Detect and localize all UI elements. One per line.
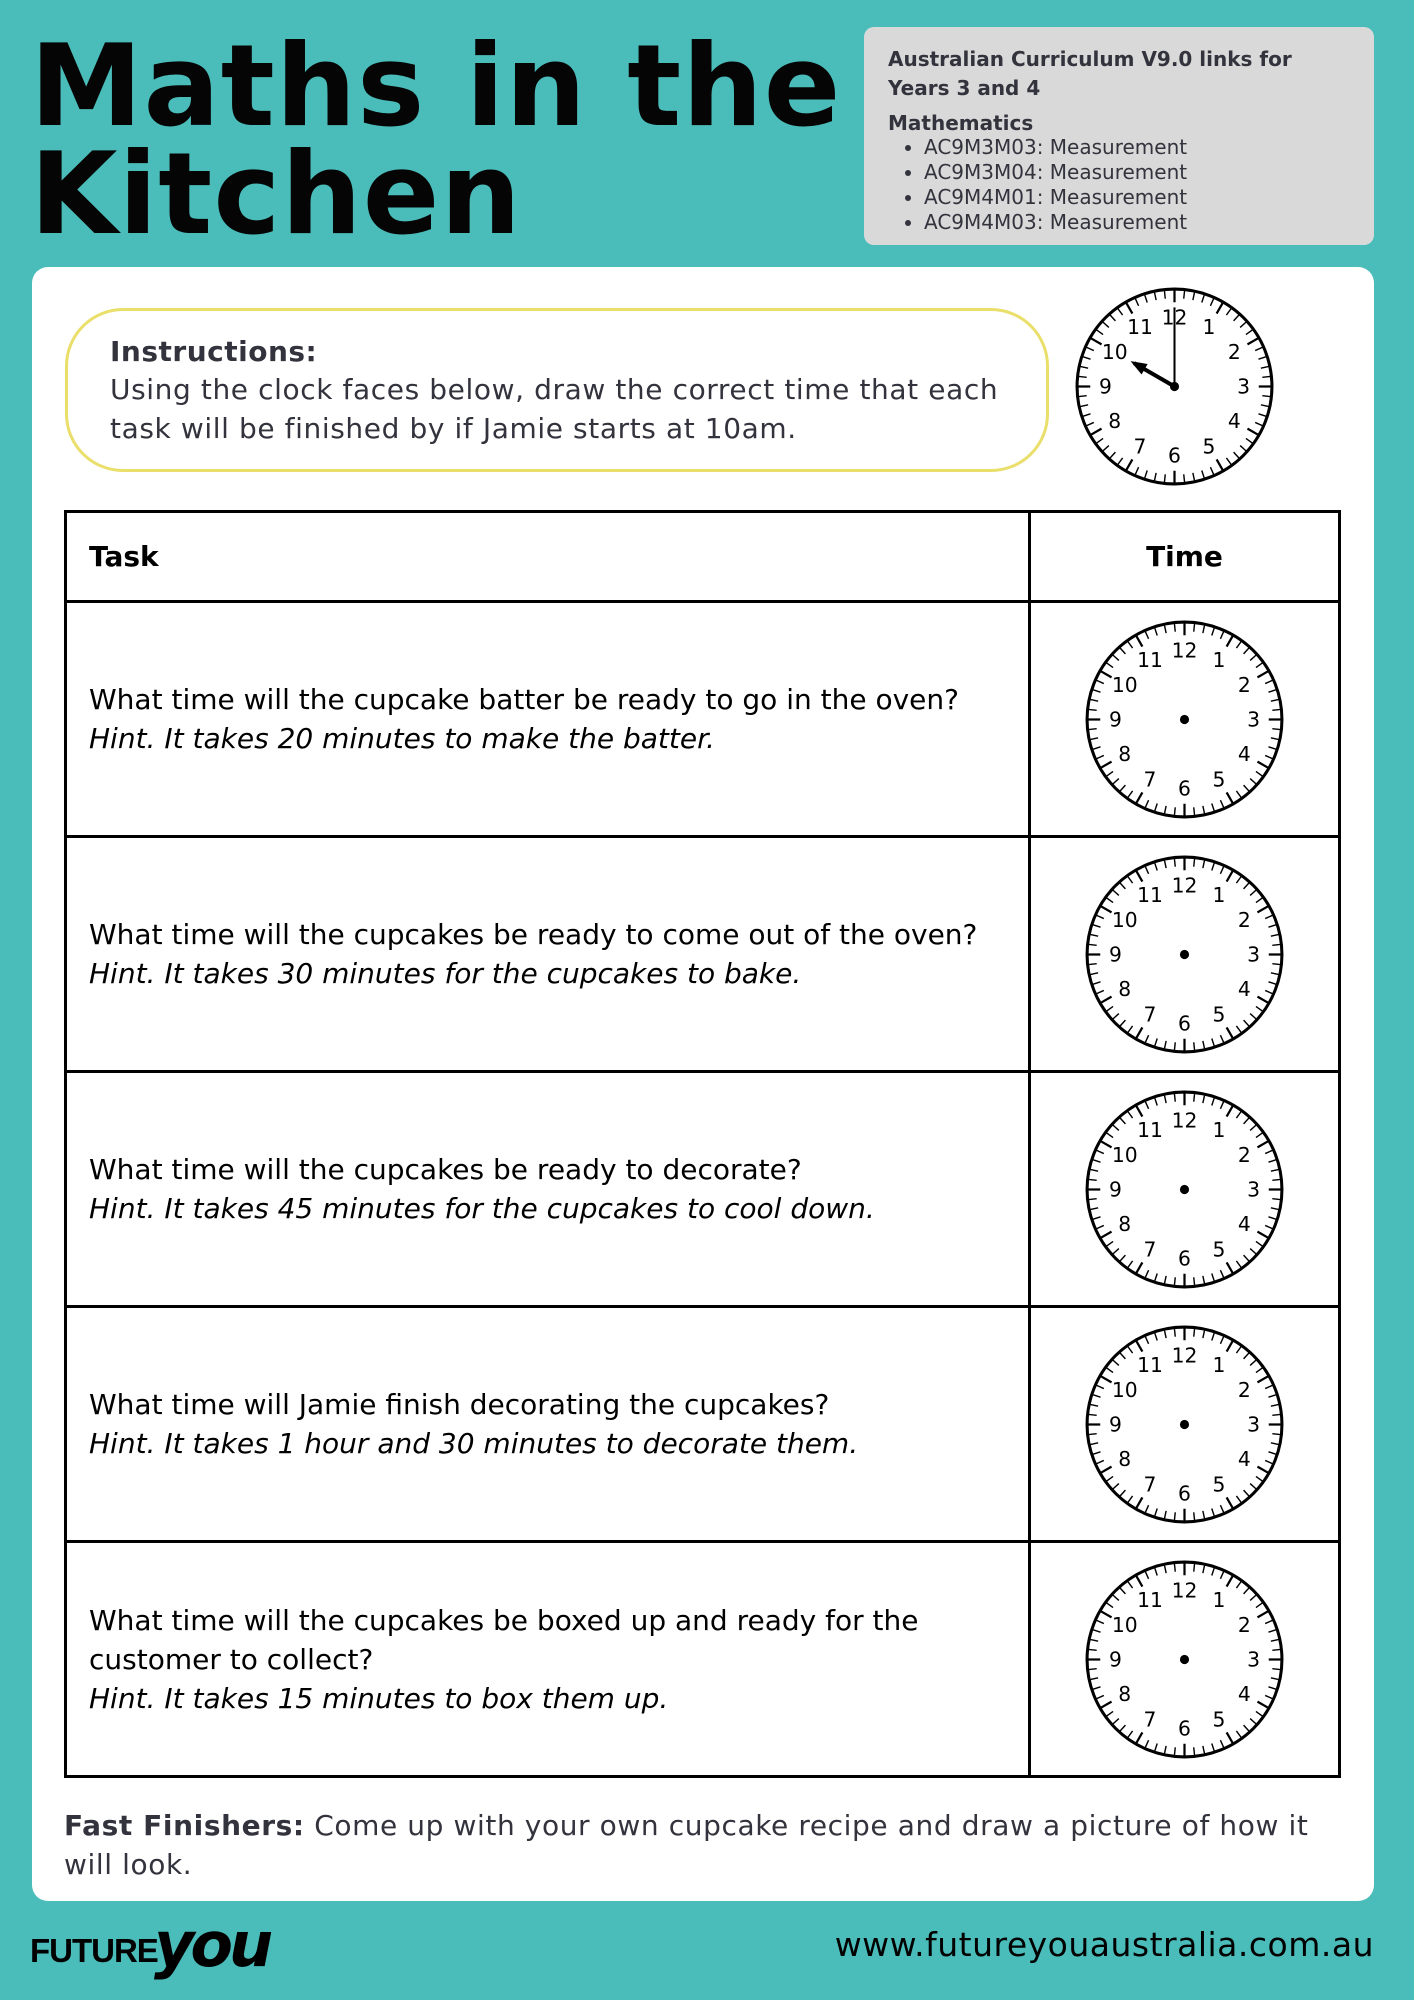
reference-clock-10am <box>1073 285 1276 488</box>
clock-tick <box>1164 291 1165 299</box>
blank-clock-face[interactable] <box>1083 1323 1286 1526</box>
table-row <box>66 1542 1340 1777</box>
clock-number: 4 <box>1237 1446 1251 1471</box>
clock-number: 12 <box>1171 1343 1198 1368</box>
clock-number: 5 <box>1202 434 1216 459</box>
clock-number: 3 <box>1247 1412 1260 1437</box>
clock-tick <box>1272 963 1280 964</box>
clock-tick <box>1272 1649 1280 1650</box>
clock-number: 5 <box>1212 1001 1226 1026</box>
task-cell <box>66 602 1030 837</box>
clock-tick <box>1272 1179 1280 1180</box>
clock-number: 8 <box>1118 976 1132 1001</box>
clock-tick <box>1262 376 1270 377</box>
clock-number: 10 <box>1101 340 1128 365</box>
task-cell <box>66 1072 1030 1307</box>
clock-tick <box>1272 709 1280 710</box>
clock-number: 6 <box>1178 1716 1191 1741</box>
task-hint: Hint. It takes 20 minutes to make the batter. <box>89 722 715 755</box>
task-table <box>64 510 1341 1778</box>
clock-number: 11 <box>1137 1117 1163 1142</box>
clock-tick <box>1272 944 1280 945</box>
table-row <box>66 1072 1340 1307</box>
task-cell <box>66 837 1030 1072</box>
clock-number: 6 <box>1168 443 1181 468</box>
clock-tick <box>1184 474 1185 482</box>
clock-number: 6 <box>1178 1246 1191 1271</box>
clock-tick <box>1089 963 1097 964</box>
clock-tick <box>1272 1433 1280 1434</box>
clock-number: 11 <box>1137 1352 1163 1377</box>
clock-tick <box>1272 1198 1280 1199</box>
task-column-header: Task <box>66 512 1030 602</box>
clock-tick <box>1089 1649 1097 1650</box>
clock-tick <box>1089 1668 1097 1669</box>
clock-tick <box>1194 1042 1195 1050</box>
clock-number: 7 <box>1143 1001 1157 1026</box>
time-cell <box>1030 837 1340 1072</box>
task-hint: Hint. It takes 15 minutes to box them up. <box>89 1681 669 1715</box>
curriculum-code-list <box>888 135 1350 235</box>
clock-tick <box>1174 858 1175 866</box>
clock-number: 12 <box>1161 305 1188 330</box>
clock-number: 5 <box>1212 1471 1226 1496</box>
clock-tick <box>1194 1747 1195 1755</box>
clock-number: 2 <box>1237 907 1251 932</box>
website-url[interactable]: www.futureyouaustralia.com.au <box>834 1925 1374 1964</box>
clock-number: 9 <box>1109 1177 1122 1202</box>
clock-tick <box>1174 1093 1175 1101</box>
clock-tick <box>1272 1668 1280 1669</box>
clock-tick <box>1089 944 1097 945</box>
clock-center-dot <box>1180 949 1189 958</box>
clock-number: 4 <box>1227 409 1241 434</box>
clock-center-dot <box>1180 714 1189 723</box>
clock-number: 12 <box>1171 1578 1198 1603</box>
clock-number: 11 <box>1127 314 1153 339</box>
futureyou-logo <box>30 1910 290 1982</box>
clock-tick <box>1194 1512 1195 1520</box>
clock-number: 7 <box>1143 1236 1157 1261</box>
clock-tick <box>1194 623 1195 631</box>
clock-tick <box>1184 291 1185 299</box>
clock-number: 10 <box>1111 1142 1138 1167</box>
clock-number: 1 <box>1202 314 1216 339</box>
clock-number: 6 <box>1178 1481 1191 1506</box>
clock-number: 5 <box>1212 766 1226 791</box>
page-title <box>30 20 842 260</box>
clock-number: 9 <box>1109 707 1122 732</box>
clock-tick <box>1174 1747 1175 1755</box>
title-line-2: Kitchen <box>30 128 522 260</box>
clock-number: 9 <box>1109 942 1122 967</box>
clock-number: 3 <box>1237 374 1250 399</box>
task-hint: Hint. It takes 1 hour and 30 minutes to decorate them. <box>89 1427 859 1460</box>
clock-tick <box>1089 728 1097 729</box>
task-question: What time will the cupcakes be ready to decorate? <box>89 1153 802 1186</box>
clock-tick <box>1194 858 1195 866</box>
task-cell <box>66 1307 1030 1542</box>
clock-number: 4 <box>1237 1211 1251 1236</box>
table-header-row <box>66 512 1340 602</box>
clock-number: 12 <box>1171 638 1198 663</box>
clock-tick <box>1174 1328 1175 1336</box>
blank-clock-face[interactable] <box>1083 1088 1286 1291</box>
clock-number: 2 <box>1227 340 1241 365</box>
clock-number: 6 <box>1178 1011 1191 1036</box>
clock-number: 3 <box>1247 707 1260 732</box>
clock-tick <box>1174 1563 1175 1571</box>
clock-tick <box>1079 376 1087 377</box>
curriculum-code: • AC9M4M01: Measurement <box>924 185 1350 210</box>
instructions-heading: Instructions: <box>110 335 318 368</box>
clock-center-dot <box>1180 1184 1189 1193</box>
clock-center-dot <box>1180 1419 1189 1428</box>
blank-clock-face[interactable] <box>1083 1558 1286 1761</box>
clock-tick <box>1194 1328 1195 1336</box>
clock-number: 2 <box>1237 1377 1251 1402</box>
clock-number: 9 <box>1109 1647 1122 1672</box>
logo-word-future: FUTURE <box>30 1932 158 1969</box>
clock-number: 1 <box>1212 1117 1226 1142</box>
clock-number: 7 <box>1143 766 1157 791</box>
clock-tick <box>1089 1179 1097 1180</box>
clock-tick <box>1194 807 1195 815</box>
clock-number: 3 <box>1247 1177 1260 1202</box>
curriculum-code: • AC9M3M03: Measurement <box>924 135 1350 160</box>
fast-finishers <box>64 1806 1354 1884</box>
task-hint: Hint. It takes 45 minutes for the cupcakes to cool down. <box>89 1192 875 1225</box>
curriculum-links-box <box>864 27 1374 245</box>
instructions-text: Using the clock faces below, draw the correct time that each task will be finished by if Jamie starts at 10am. <box>110 373 999 445</box>
clock-center-dot <box>1170 382 1179 391</box>
time-cell <box>1030 1307 1340 1542</box>
fast-finishers-label: Fast Finishers: <box>64 1809 305 1842</box>
clock-number: 7 <box>1143 1471 1157 1496</box>
clock-number: 12 <box>1171 1108 1198 1133</box>
clock-number: 2 <box>1237 672 1251 697</box>
clock-number: 8 <box>1118 1681 1132 1706</box>
clock-tick <box>1272 728 1280 729</box>
clock-tick <box>1174 623 1175 631</box>
clock-number: 8 <box>1108 409 1122 434</box>
curriculum-code: • AC9M3M04: Measurement <box>924 160 1350 185</box>
clock-number: 9 <box>1099 374 1112 399</box>
clock-number: 11 <box>1137 882 1163 907</box>
clock-tick <box>1262 396 1270 397</box>
clock-number: 1 <box>1212 1352 1226 1377</box>
time-column-header: Time <box>1030 512 1340 602</box>
clock-number: 11 <box>1137 1587 1163 1612</box>
clock-number: 1 <box>1212 882 1226 907</box>
fast-finishers-text: Come up with your own cupcake recipe and draw a picture of how it will look. <box>64 1809 1309 1881</box>
instructions-box <box>65 308 1049 472</box>
table-row <box>66 602 1340 837</box>
clock-number: 2 <box>1237 1612 1251 1637</box>
clock-number: 5 <box>1212 1706 1226 1731</box>
clock-tick <box>1089 1414 1097 1415</box>
task-question: What time will the cupcake batter be ready to go in the oven? <box>89 683 960 716</box>
clock-number: 11 <box>1137 647 1163 672</box>
task-question: What time will the cupcakes be ready to come out of the oven? <box>89 918 978 951</box>
clock-tick <box>1174 1512 1175 1520</box>
clock-number: 9 <box>1109 1412 1122 1437</box>
clock-tick <box>1089 709 1097 710</box>
clock-tick <box>1079 396 1087 397</box>
clock-number: 8 <box>1118 1211 1132 1236</box>
clock-number: 10 <box>1111 1377 1138 1402</box>
task-question: What time will Jamie finish decorating the cupcakes? <box>89 1388 830 1421</box>
time-cell <box>1030 1072 1340 1307</box>
table-row <box>66 837 1340 1072</box>
task-question: What time will the cupcakes be boxed up and ready for the customer to collect? <box>89 1603 919 1676</box>
clock-number: 4 <box>1237 741 1251 766</box>
clock-tick <box>1194 1563 1195 1571</box>
clock-number: 6 <box>1178 776 1191 801</box>
blank-clock-face[interactable] <box>1083 853 1286 1056</box>
clock-number: 2 <box>1237 1142 1251 1167</box>
clock-number: 10 <box>1111 1612 1138 1637</box>
task-hint: Hint. It takes 30 minutes for the cupcakes to bake. <box>89 957 802 990</box>
task-cell <box>66 1542 1030 1777</box>
title-line-1: Maths in the <box>30 20 842 152</box>
clock-number: 1 <box>1212 647 1226 672</box>
clock-center-dot <box>1180 1654 1189 1663</box>
clock-number: 12 <box>1171 873 1198 898</box>
blank-clock-face[interactable] <box>1083 618 1286 821</box>
clock-number: 10 <box>1111 672 1138 697</box>
clock-number: 5 <box>1212 1236 1226 1261</box>
clock-number: 7 <box>1133 434 1147 459</box>
clock-number: 8 <box>1118 1446 1132 1471</box>
clock-tick <box>1174 1277 1175 1285</box>
clock-number: 1 <box>1212 1587 1226 1612</box>
clock-number: 7 <box>1143 1706 1157 1731</box>
clock-tick <box>1194 1277 1195 1285</box>
clock-number: 10 <box>1111 907 1138 932</box>
logo-word-you: you <box>154 1910 270 1981</box>
curriculum-subject: Mathematics <box>888 111 1034 135</box>
clock-tick <box>1089 1198 1097 1199</box>
curriculum-heading: Australian Curriculum V9.0 links for Years 3 and 4 <box>888 47 1292 100</box>
clock-number: 3 <box>1247 942 1260 967</box>
time-cell <box>1030 1542 1340 1777</box>
clock-number: 3 <box>1247 1647 1260 1672</box>
time-cell <box>1030 602 1340 837</box>
clock-number: 8 <box>1118 741 1132 766</box>
clock-tick <box>1194 1093 1195 1101</box>
table-row <box>66 1307 1340 1542</box>
clock-number: 4 <box>1237 1681 1251 1706</box>
clock-tick <box>1164 474 1165 482</box>
clock-number: 4 <box>1237 976 1251 1001</box>
clock-tick <box>1272 1414 1280 1415</box>
clock-tick <box>1174 807 1175 815</box>
curriculum-code: • AC9M4M03: Measurement <box>924 210 1350 235</box>
clock-tick <box>1174 1042 1175 1050</box>
clock-tick <box>1089 1433 1097 1434</box>
